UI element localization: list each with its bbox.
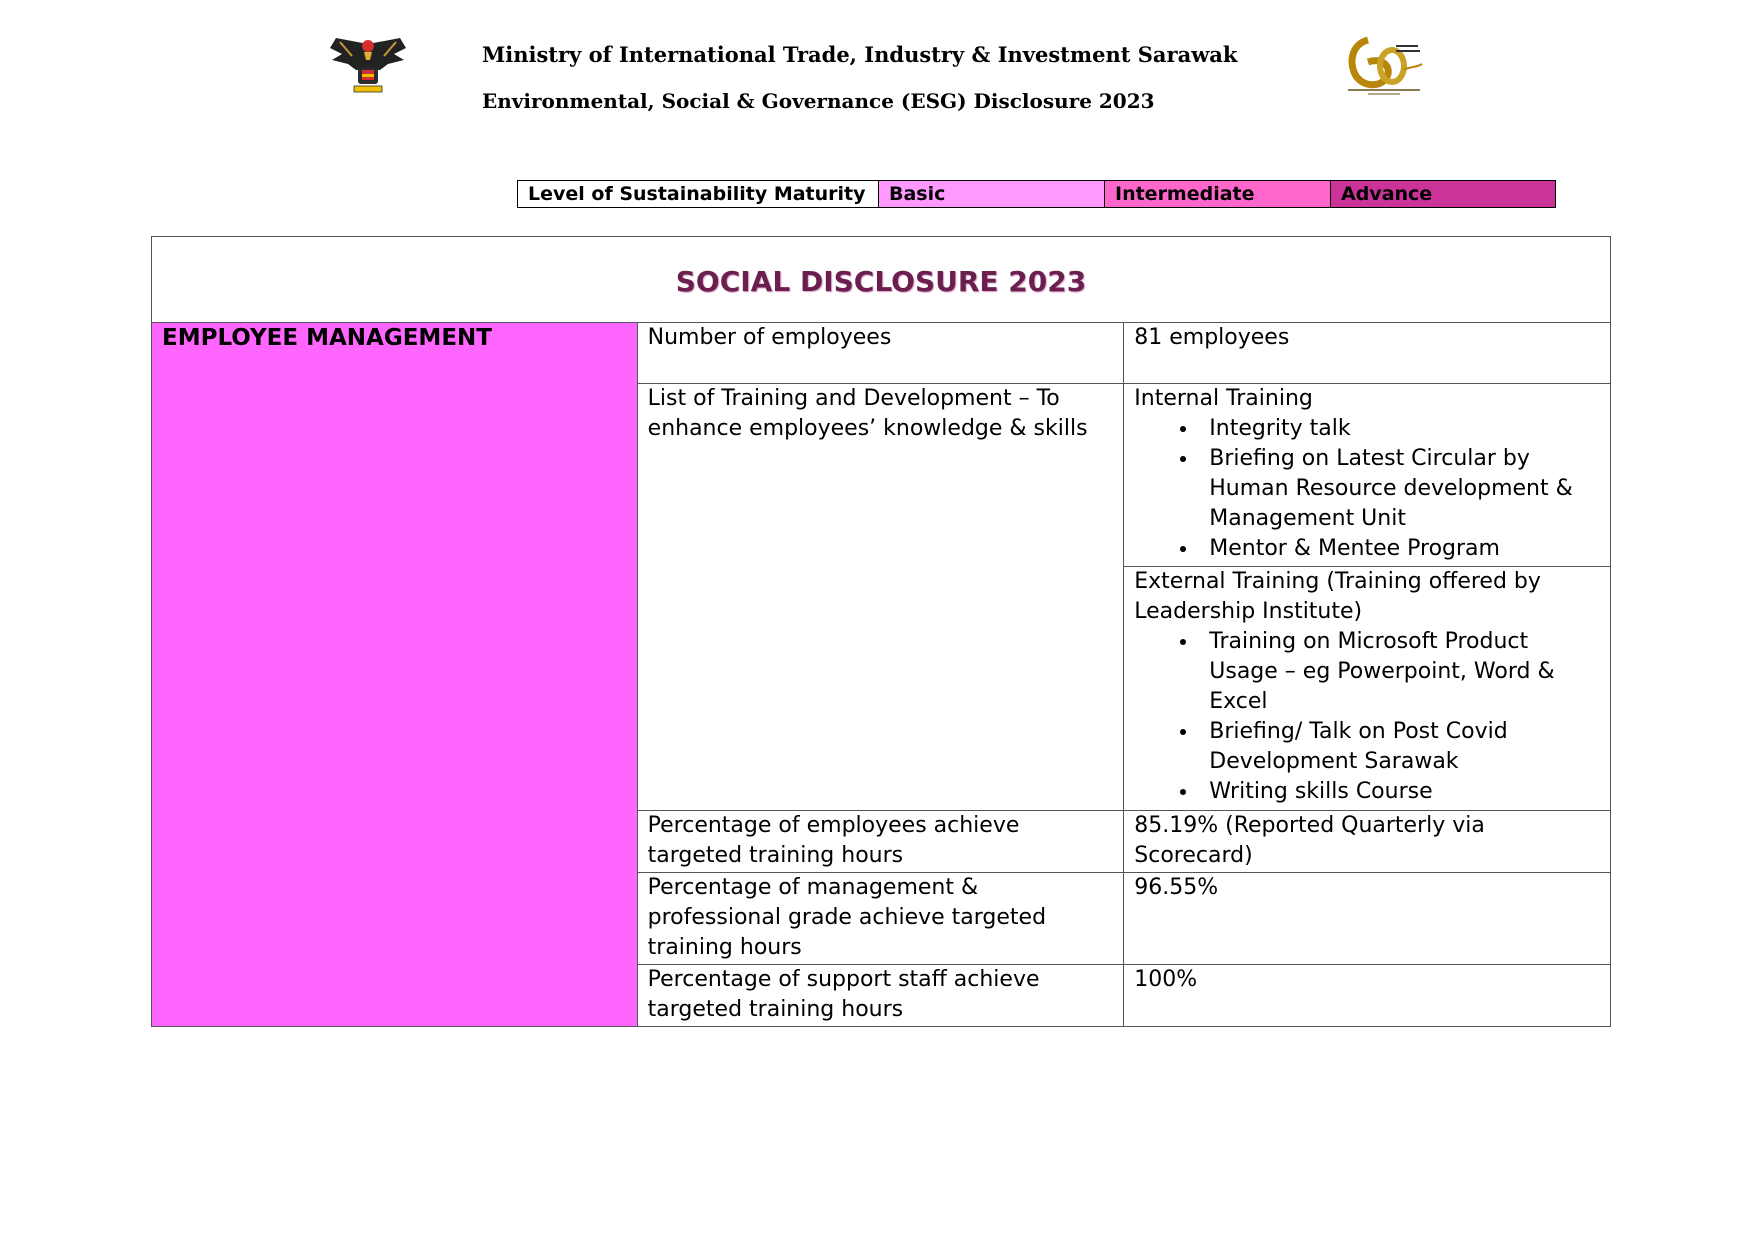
internal-training-title: Internal Training bbox=[1134, 386, 1313, 411]
table-row-item: List of Training and Development – To enhance employees’ knowledge & skills bbox=[637, 384, 1124, 811]
list-item: • Training on Microsoft Product Usage – eg Powerpoint, Word & Excel bbox=[1199, 627, 1600, 717]
table-heading: SOCIAL DISCLOSURE 2023 bbox=[675, 265, 1087, 298]
table-row-item: Number of employees bbox=[637, 323, 1124, 384]
table-row-value: 100% bbox=[1124, 965, 1611, 1027]
external-training-title: External Training (Training offered by Leadership Institute) bbox=[1134, 569, 1541, 624]
list-item: • Mentor & Mentee Program bbox=[1199, 534, 1600, 564]
maturity-advance: Advance bbox=[1330, 181, 1555, 207]
social-disclosure-table bbox=[151, 236, 1611, 1027]
list-item: • Briefing/ Talk on Post Covid Development Sarawak bbox=[1199, 717, 1600, 777]
external-training-list bbox=[1134, 627, 1600, 807]
table-row-value: 81 employees bbox=[1124, 323, 1611, 384]
category-label: EMPLOYEE MANAGEMENT bbox=[162, 325, 492, 351]
list-item: • Writing skills Course bbox=[1199, 777, 1600, 807]
sarawak-merdeka-60-logo-icon bbox=[1338, 32, 1430, 98]
maturity-intermediate: Intermediate bbox=[1104, 181, 1330, 207]
category-cell bbox=[152, 323, 638, 1027]
table-row-item: Percentage of support staff achieve targeted training hours bbox=[637, 965, 1124, 1027]
maturity-label: Level of Sustainability Maturity bbox=[518, 181, 878, 207]
table-row-item: Percentage of employees achieve targeted training hours bbox=[637, 811, 1124, 873]
table-row-item: Percentage of management & professional grade achieve targeted training hours bbox=[637, 873, 1124, 965]
table-row-value: 96.55% bbox=[1124, 873, 1611, 965]
table-heading-cell bbox=[152, 237, 1611, 323]
external-training-cell bbox=[1124, 567, 1611, 811]
page-title: Ministry of International Trade, Industry & Investment Sarawak bbox=[482, 42, 1238, 67]
internal-training-cell bbox=[1124, 384, 1611, 567]
list-item: • Briefing on Latest Circular by Human Resource development & Management Unit bbox=[1199, 444, 1600, 534]
page-subtitle: Environmental, Social & Governance (ESG) Disclosure 2023 bbox=[482, 89, 1155, 113]
internal-training-list bbox=[1134, 414, 1600, 564]
sarawak-coat-of-arms-icon bbox=[326, 34, 410, 98]
maturity-legend bbox=[517, 180, 1556, 208]
maturity-basic: Basic bbox=[878, 181, 1104, 207]
list-item: • Integrity talk bbox=[1199, 414, 1600, 444]
table-row-value: 85.19% (Reported Quarterly via Scorecard) bbox=[1124, 811, 1611, 873]
